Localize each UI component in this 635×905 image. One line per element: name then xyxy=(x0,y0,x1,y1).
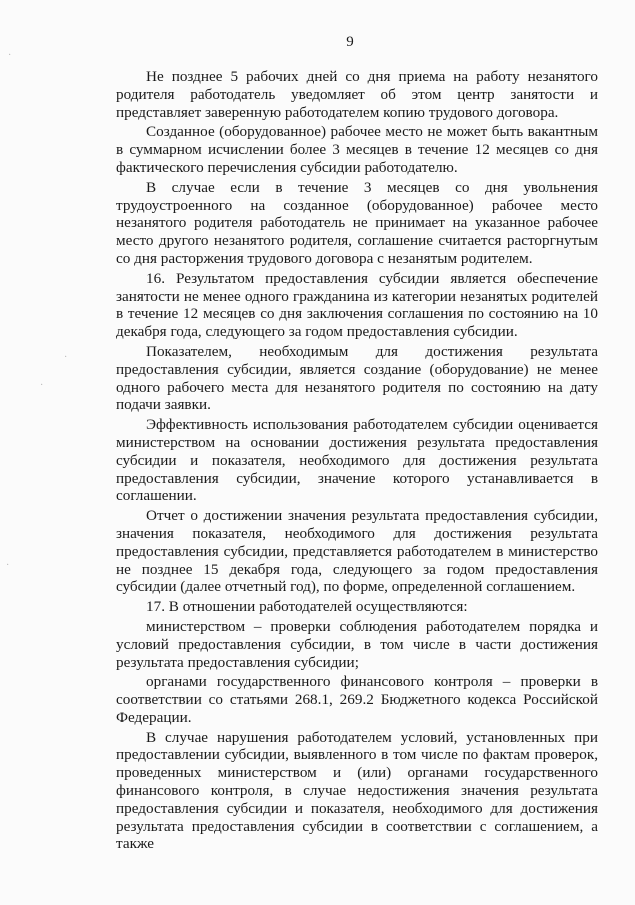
paragraph-report: Отчет о достижении значения результата предоставления субсидии, значения показателя, необходимого для достижения результата предоставления субсидии, представляется работодателем в министерство не позднее 15 декабря года, следующего за годом предоставления субсидии (далее отчетный год), по форме, определенной соглашением. xyxy=(116,507,598,596)
paragraph-vacancy-limit: Созданное (оборудованное) рабочее место не может быть вакантным в суммарном исчислении более 3 месяцев в течение 12 месяцев со дня фактического перечисления субсидии работодателю. xyxy=(116,123,598,176)
page-number: 9 xyxy=(346,34,354,50)
paragraph-17-checks: 17. В отношении работодателей осуществляются: xyxy=(146,598,468,616)
body-text xyxy=(116,68,598,853)
scan-speck: · xyxy=(6,560,10,571)
paragraph-16-result: 16. Результатом предоставления субсидии является обеспечение занятости не менее одного гражданина из категории незанятых родителей в течение 12 месяцев со дня заключения соглашения по состоянию на 10 декабря года, следующего за годом предоставления субсидии. xyxy=(116,269,598,341)
paragraph-efficiency: Эффективность использования работодателем субсидии оценивается министерством на основании достижения результата предоставления субсидии и показателя, необходимого для достижения результата предоставления субсидии, значение которого устанавливается в соглашении. xyxy=(116,416,598,505)
paragraph-violation: В случае нарушения работодателем условий, установленных при предоставлении субсидии, выявленного в том числе по фактам проверок, проведенных министерством и (или) органами государственного финансового контроля, в случае недостижения значения результата предоставления субсидии и показателя, необходимого для достижения результата предоставления субсидии в соответствии с соглашением, а также xyxy=(116,728,598,853)
scan-speck: · xyxy=(40,380,44,391)
scan-speck: · xyxy=(8,50,12,61)
paragraph-ministry-checks: министерством – проверки соблюдения работодателем порядка и условий предоставления субсидии, в том числе в части достижения результата предоставления субсидии; xyxy=(116,617,598,671)
paragraph-indicator: Показателем, необходимым для достижения результата предоставления субсидии, является создание (оборудование) не менее одного рабочего места для незанятого родителя по состоянию на дату подачи заявки. xyxy=(116,342,598,414)
paragraph-notification: Не позднее 5 рабочих дней со дня приема на работу незанятого родителя работодатель уведомляет об этом центр занятости и представляет заверенную работодателем копию трудового договора. xyxy=(116,68,598,121)
paragraph-termination: В случае если в течение 3 месяцев со дня увольнения трудоустроенного на созданное (оборудованное) рабочее место незанятого родителя работодатель не принимает на указанное рабочее место другого незанятого родителя, соглашение считается расторгнутым со дня расторжения трудового договора с незанятым родителем. xyxy=(116,178,598,267)
scan-speck: · xyxy=(64,352,68,363)
paragraph-financial-control: органами государственного финансового контроля – проверки в соответствии со статьями 268.1, 269.2 Бюджетного кодекса Российской Федерации. xyxy=(116,673,598,726)
